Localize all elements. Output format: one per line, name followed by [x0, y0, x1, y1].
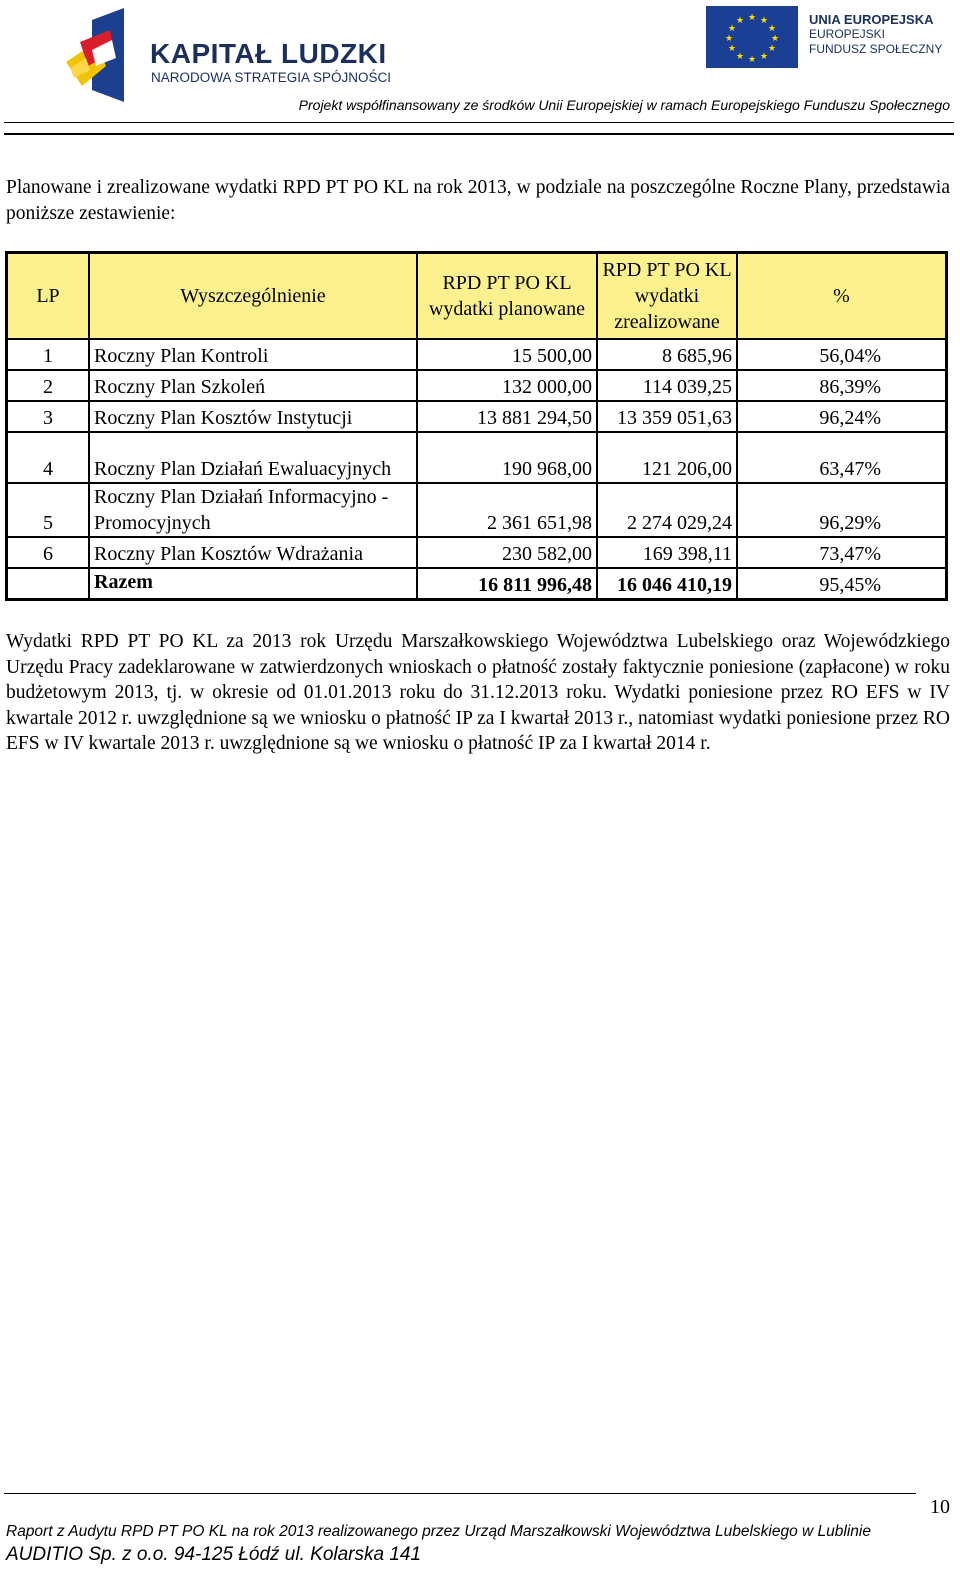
svg-text:★: ★ [735, 52, 745, 62]
row-realized: 169 398,11 [597, 537, 737, 568]
kapital-ludzki-subtitle: NARODOWA STRATEGIA SPÓJNOŚCI [151, 70, 392, 85]
total-label: Razem [89, 568, 417, 600]
cofinancing-note: Projekt współfinansowany ze środków Unii Europejskiej w ramach Europejskiego Funduszu Społecznego [298, 97, 950, 113]
svg-text:★: ★ [747, 13, 757, 23]
header-planned: RPD PT PO KL wydatki planowane [417, 253, 597, 340]
svg-text:★: ★ [727, 44, 737, 54]
svg-text:★: ★ [759, 16, 769, 26]
row-pct: 96,24% [737, 401, 947, 432]
total-pct: 95,45% [737, 568, 947, 600]
svg-text:★: ★ [724, 34, 734, 44]
row-planned: 132 000,00 [417, 370, 597, 401]
svg-text:★: ★ [767, 24, 777, 34]
kapital-ludzki-title: KAPITAŁ LUDZKI [150, 38, 387, 69]
row-planned: 190 968,00 [417, 432, 597, 483]
header-name: Wyszczególnienie [89, 253, 417, 340]
table-row [7, 537, 947, 568]
row-lp: 4 [7, 432, 90, 483]
intro-paragraph: Planowane i zrealizowane wydatki RPD PT PO KL na rok 2013, w podziale na poszczególne Roczne Plany, przedstawia poniższe zestawienie: [6, 177, 950, 224]
table-row [7, 370, 947, 401]
row-name: Roczny Plan Działań Ewaluacyjnych [89, 432, 417, 483]
eu-line-1: UNIA EUROPEJSKA [809, 12, 934, 27]
table-row [7, 339, 947, 370]
svg-text:★: ★ [759, 52, 769, 62]
footer-company-address: AUDITIO Sp. z o.o. 94-125 Łódź ul. Kolarska 141 [6, 1544, 422, 1565]
page-number: 10 [930, 1496, 950, 1518]
table-total-row [7, 568, 947, 600]
row-realized: 8 685,96 [597, 339, 737, 370]
row-realized: 2 274 029,24 [597, 483, 737, 537]
kapital-ludzki-logo [62, 6, 134, 110]
row-pct: 86,39% [737, 370, 947, 401]
row-pct: 73,47% [737, 537, 947, 568]
expenditure-table [5, 251, 948, 601]
row-pct: 96,29% [737, 483, 947, 537]
row-pct: 56,04% [737, 339, 947, 370]
row-lp: 5 [7, 483, 90, 537]
row-lp: 2 [7, 370, 90, 401]
row-name: Roczny Plan Działań Informacyjno - Promocyjnych [89, 483, 417, 537]
row-planned: 230 582,00 [417, 537, 597, 568]
svg-text:★: ★ [767, 44, 777, 54]
row-name: Roczny Plan Kontroli [89, 339, 417, 370]
total-realized: 16 046 410,19 [597, 568, 737, 600]
total-planned: 16 811 996,48 [417, 568, 597, 600]
table-row [7, 432, 947, 483]
row-planned: 15 500,00 [417, 339, 597, 370]
row-planned: 2 361 651,98 [417, 483, 597, 537]
page-header [0, 0, 960, 140]
header-rule-thin [4, 122, 954, 123]
svg-text:★: ★ [770, 34, 780, 44]
row-pct: 63,47% [737, 432, 947, 483]
row-realized: 114 039,25 [597, 370, 737, 401]
body-paragraph: Wydatki RPD PT PO KL za 2013 rok Urzędu Marszałkowskiego Województwa Lubelskiego oraz Wojewódzkiego Urzędu Pracy zadeklarowane w zatwierdzonych wnioskach o płatność zostały faktycznie poniesione (zapłacone) w roku budżetowym 2013, tj. w okresie od 01.01.2013 roku do 31.12.2013 roku. Wydatki poniesione przez RO EFS w IV kwartale 2012 r. uwzględnione są we wniosku o płatność IP za I kwartał 2013 r., natomiast wydatki poniesione przez RO EFS w IV kwartale 2013 r. uwzględnione są we wniosku o płatność IP za I kwartał 2014 r. [6, 631, 950, 754]
footer-rule [4, 1493, 916, 1494]
row-lp: 3 [7, 401, 90, 432]
header-pct: % [737, 253, 947, 340]
eu-line-2: EUROPEJSKI [809, 27, 886, 41]
row-name: Roczny Plan Kosztów Wdrażania [89, 537, 417, 568]
row-name: Roczny Plan Kosztów Instytucji [89, 401, 417, 432]
eu-fund-label [809, 12, 942, 57]
header-rule-thick [4, 133, 954, 135]
row-realized: 13 359 051,63 [597, 401, 737, 432]
footer-report-title: Raport z Audytu RPD PT PO KL na rok 2013 realizowanego przez Urząd Marszałkowski Województwa Lubelskiego w Lublinie [6, 1523, 871, 1540]
row-lp: 1 [7, 339, 90, 370]
table-header-row [7, 253, 947, 340]
table-row [7, 483, 947, 537]
svg-text:★: ★ [747, 55, 757, 65]
row-planned: 13 881 294,50 [417, 401, 597, 432]
row-name: Roczny Plan Szkoleń [89, 370, 417, 401]
svg-text:★: ★ [735, 16, 745, 26]
svg-text:★: ★ [727, 24, 737, 34]
eu-flag-icon [706, 6, 798, 68]
eu-line-3: FUNDUSZ SPOŁECZNY [809, 42, 943, 56]
table-row [7, 401, 947, 432]
header-lp: LP [7, 253, 90, 340]
header-realized: RPD PT PO KL wydatki zrealizowane [597, 253, 737, 340]
row-lp: 6 [7, 537, 90, 568]
row-realized: 121 206,00 [597, 432, 737, 483]
total-lp [7, 568, 90, 600]
